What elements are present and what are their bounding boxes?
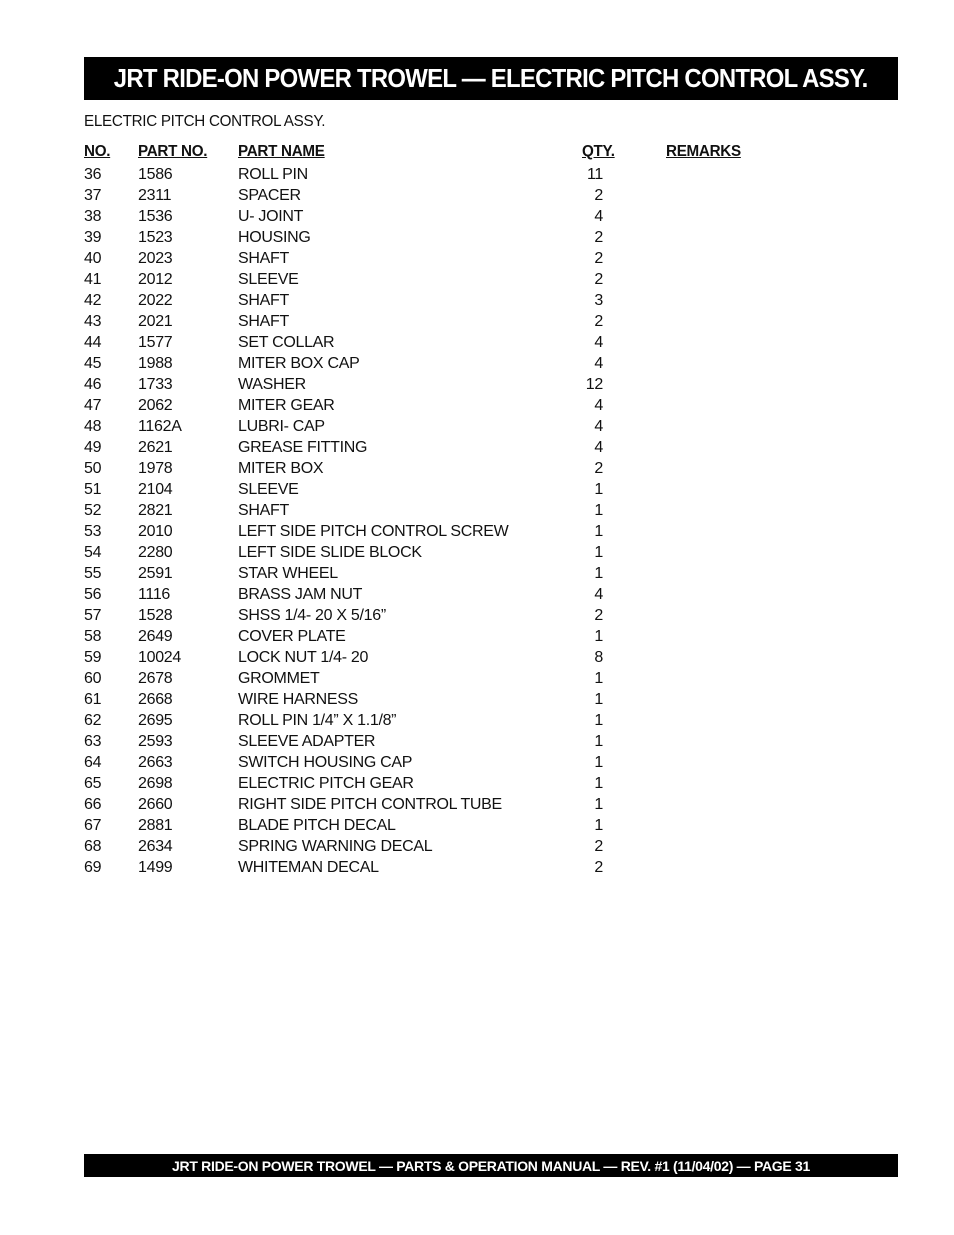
- table-row: [0, 647, 954, 668]
- table-row: [0, 752, 954, 773]
- part-qty: 1: [594, 817, 603, 834]
- part-name: STAR WHEEL: [238, 565, 338, 582]
- part-number-index: 66: [84, 796, 102, 813]
- part-number: 2634: [138, 838, 173, 855]
- column-header-qty: QTY.: [582, 143, 615, 160]
- table-row: [0, 563, 954, 584]
- part-number: 1988: [138, 355, 173, 372]
- part-qty: 1: [594, 481, 603, 498]
- part-number-index: 38: [84, 208, 102, 225]
- part-number: 2621: [138, 439, 173, 456]
- table-row: [0, 227, 954, 248]
- table-row: [0, 311, 954, 332]
- part-qty: 1: [594, 502, 603, 519]
- part-number: 2591: [138, 565, 173, 582]
- part-number: 1523: [138, 229, 173, 246]
- part-name: SHAFT: [238, 502, 289, 519]
- part-number: 2021: [138, 313, 173, 330]
- part-qty: 1: [594, 565, 603, 582]
- part-number: 1528: [138, 607, 173, 624]
- column-header-part-name: PART NAME: [238, 143, 325, 160]
- part-qty: 1: [594, 775, 603, 792]
- part-qty: 2: [594, 229, 603, 246]
- part-number: 2023: [138, 250, 173, 267]
- part-name: WASHER: [238, 376, 306, 393]
- part-number-index: 58: [84, 628, 102, 645]
- part-name: SHAFT: [238, 250, 289, 267]
- part-name: SLEEVE ADAPTER: [238, 733, 376, 750]
- part-number-index: 59: [84, 649, 102, 666]
- part-number-index: 57: [84, 607, 102, 624]
- table-row: [0, 836, 954, 857]
- part-number-index: 60: [84, 670, 102, 687]
- part-qty: 2: [594, 859, 603, 876]
- part-number-index: 69: [84, 859, 102, 876]
- part-name: WIRE HARNESS: [238, 691, 358, 708]
- part-number-index: 52: [84, 502, 102, 519]
- part-qty: 1: [594, 754, 603, 771]
- part-qty: 4: [594, 586, 603, 603]
- section-title: ELECTRIC PITCH CONTROL ASSY.: [84, 113, 326, 130]
- part-number-index: 54: [84, 544, 102, 561]
- part-name: GROMMET: [238, 670, 320, 687]
- part-qty: 1: [594, 523, 603, 540]
- part-number-index: 36: [84, 166, 102, 183]
- table-row: [0, 521, 954, 542]
- table-row: [0, 731, 954, 752]
- part-number-index: 48: [84, 418, 102, 435]
- part-name: MITER GEAR: [238, 397, 335, 414]
- table-row: [0, 164, 954, 185]
- column-header-part-no: PART NO.: [138, 143, 208, 160]
- page-title-bar: [84, 57, 898, 100]
- part-number-index: 65: [84, 775, 102, 792]
- part-name: MITER BOX CAP: [238, 355, 360, 372]
- part-name: RIGHT SIDE PITCH CONTROL TUBE: [238, 796, 502, 813]
- page-footer: JRT RIDE-ON POWER TROWEL — PARTS & OPERATION MANUAL — REV. #1 (11/04/02) — PAGE 31: [172, 1157, 810, 1174]
- table-row: [0, 458, 954, 479]
- part-number: 2593: [138, 733, 173, 750]
- part-number-index: 45: [84, 355, 102, 372]
- part-number: 2104: [138, 481, 173, 498]
- table-row: [0, 416, 954, 437]
- part-number-index: 53: [84, 523, 102, 540]
- table-row: [0, 248, 954, 269]
- part-number-index: 61: [84, 691, 102, 708]
- part-number: 1116: [138, 586, 171, 603]
- part-qty: 8: [594, 649, 603, 666]
- part-number-index: 40: [84, 250, 102, 267]
- part-name: LEFT SIDE SLIDE BLOCK: [238, 544, 422, 561]
- table-row: [0, 542, 954, 563]
- parts-list: [0, 164, 954, 878]
- table-row: [0, 185, 954, 206]
- part-qty: 2: [594, 187, 603, 204]
- table-row: [0, 206, 954, 227]
- column-header-no: NO.: [84, 143, 111, 160]
- part-name: ROLL PIN 1/4” X 1.1/8”: [238, 712, 397, 729]
- part-number-index: 67: [84, 817, 102, 834]
- part-number: 1577: [138, 334, 173, 351]
- table-row: [0, 290, 954, 311]
- part-name: SPACER: [238, 187, 301, 204]
- part-name: GREASE FITTING: [238, 439, 368, 456]
- part-name: SWITCH HOUSING CAP: [238, 754, 413, 771]
- part-number: 2649: [138, 628, 173, 645]
- part-number: 2012: [138, 271, 173, 288]
- part-number: 2668: [138, 691, 173, 708]
- part-number-index: 46: [84, 376, 102, 393]
- part-name: SLEEVE: [238, 481, 299, 498]
- part-number-index: 51: [84, 481, 102, 498]
- part-qty: 4: [594, 397, 603, 414]
- part-qty: 2: [594, 271, 603, 288]
- table-row: [0, 437, 954, 458]
- part-number-index: 37: [84, 187, 102, 204]
- part-qty: 4: [594, 334, 603, 351]
- part-qty: 11: [586, 166, 603, 183]
- table-row: [0, 710, 954, 731]
- part-name: SET COLLAR: [238, 334, 335, 351]
- part-number-index: 39: [84, 229, 102, 246]
- part-qty: 1: [594, 691, 603, 708]
- part-name: BLADE PITCH DECAL: [238, 817, 396, 834]
- part-number: 10024: [138, 649, 181, 666]
- part-number: 2881: [138, 817, 173, 834]
- table-row: [0, 668, 954, 689]
- table-row: [0, 773, 954, 794]
- table-row: [0, 332, 954, 353]
- part-qty: 1: [594, 796, 603, 813]
- part-number-index: 63: [84, 733, 102, 750]
- page-title: JRT RIDE-ON POWER TROWEL — ELECTRIC PITCH CONTROL ASSY.: [114, 63, 868, 93]
- table-row: [0, 395, 954, 416]
- part-qty: 1: [594, 733, 603, 750]
- part-number-index: 44: [84, 334, 102, 351]
- part-qty: 2: [594, 460, 603, 477]
- part-name: SPRING WARNING DECAL: [238, 838, 433, 855]
- table-row: [0, 626, 954, 647]
- part-number: 1978: [138, 460, 173, 477]
- part-qty: 1: [594, 544, 603, 561]
- part-name: SLEEVE: [238, 271, 299, 288]
- part-name: BRASS JAM NUT: [238, 586, 363, 603]
- part-number-index: 64: [84, 754, 102, 771]
- table-row: [0, 269, 954, 290]
- table-row: [0, 815, 954, 836]
- part-name: ROLL PIN: [238, 166, 308, 183]
- part-number: 2311: [138, 187, 172, 204]
- part-qty: 4: [594, 208, 603, 225]
- part-name: LUBRI- CAP: [238, 418, 325, 435]
- part-qty: 1: [594, 670, 603, 687]
- part-number: 1586: [138, 166, 173, 183]
- part-number-index: 43: [84, 313, 102, 330]
- table-row: [0, 500, 954, 521]
- table-row: [0, 794, 954, 815]
- table-row: [0, 605, 954, 626]
- part-number: 2663: [138, 754, 173, 771]
- part-number-index: 49: [84, 439, 102, 456]
- table-row: [0, 689, 954, 710]
- part-qty: 4: [594, 418, 603, 435]
- part-qty: 2: [594, 838, 603, 855]
- part-number: 1733: [138, 376, 173, 393]
- part-qty: 3: [594, 292, 603, 309]
- part-number: 1536: [138, 208, 173, 225]
- part-number: 2660: [138, 796, 173, 813]
- part-number: 2695: [138, 712, 173, 729]
- part-number: 1162A: [138, 418, 182, 435]
- part-qty: 1: [594, 712, 603, 729]
- part-number: 2698: [138, 775, 173, 792]
- part-number: 2010: [138, 523, 173, 540]
- part-number-index: 55: [84, 565, 102, 582]
- part-name: SHSS 1/4- 20 X 5/16”: [238, 607, 386, 624]
- part-number-index: 42: [84, 292, 102, 309]
- column-header-remarks: REMARKS: [666, 143, 741, 160]
- part-qty: 2: [594, 607, 603, 624]
- part-name: WHITEMAN DECAL: [238, 859, 379, 876]
- part-number-index: 62: [84, 712, 102, 729]
- part-name: LEFT SIDE PITCH CONTROL SCREW: [238, 523, 509, 540]
- table-row: [0, 584, 954, 605]
- part-number: 2821: [138, 502, 173, 519]
- table-row: [0, 374, 954, 395]
- part-name: SHAFT: [238, 313, 289, 330]
- part-name: COVER PLATE: [238, 628, 346, 645]
- part-number: 2678: [138, 670, 173, 687]
- part-number: 2280: [138, 544, 173, 561]
- part-qty: 2: [594, 313, 603, 330]
- part-number-index: 50: [84, 460, 102, 477]
- part-qty: 4: [594, 439, 603, 456]
- part-name: LOCK NUT 1/4- 20: [238, 649, 369, 666]
- part-name: U- JOINT: [238, 208, 304, 225]
- part-qty: 1: [594, 628, 603, 645]
- table-row: [0, 353, 954, 374]
- part-number: 1499: [138, 859, 173, 876]
- table-row: [0, 857, 954, 878]
- part-qty: 12: [585, 376, 603, 393]
- part-qty: 2: [594, 250, 603, 267]
- part-name: ELECTRIC PITCH GEAR: [238, 775, 414, 792]
- part-number-index: 47: [84, 397, 102, 414]
- page-footer-bar: [84, 1154, 898, 1177]
- table-row: [0, 479, 954, 500]
- part-number: 2062: [138, 397, 173, 414]
- part-number-index: 68: [84, 838, 102, 855]
- part-name: MITER BOX: [238, 460, 324, 477]
- part-number: 2022: [138, 292, 173, 309]
- part-number-index: 56: [84, 586, 102, 603]
- part-name: SHAFT: [238, 292, 289, 309]
- part-qty: 4: [594, 355, 603, 372]
- part-number-index: 41: [84, 271, 102, 288]
- part-name: HOUSING: [238, 229, 311, 246]
